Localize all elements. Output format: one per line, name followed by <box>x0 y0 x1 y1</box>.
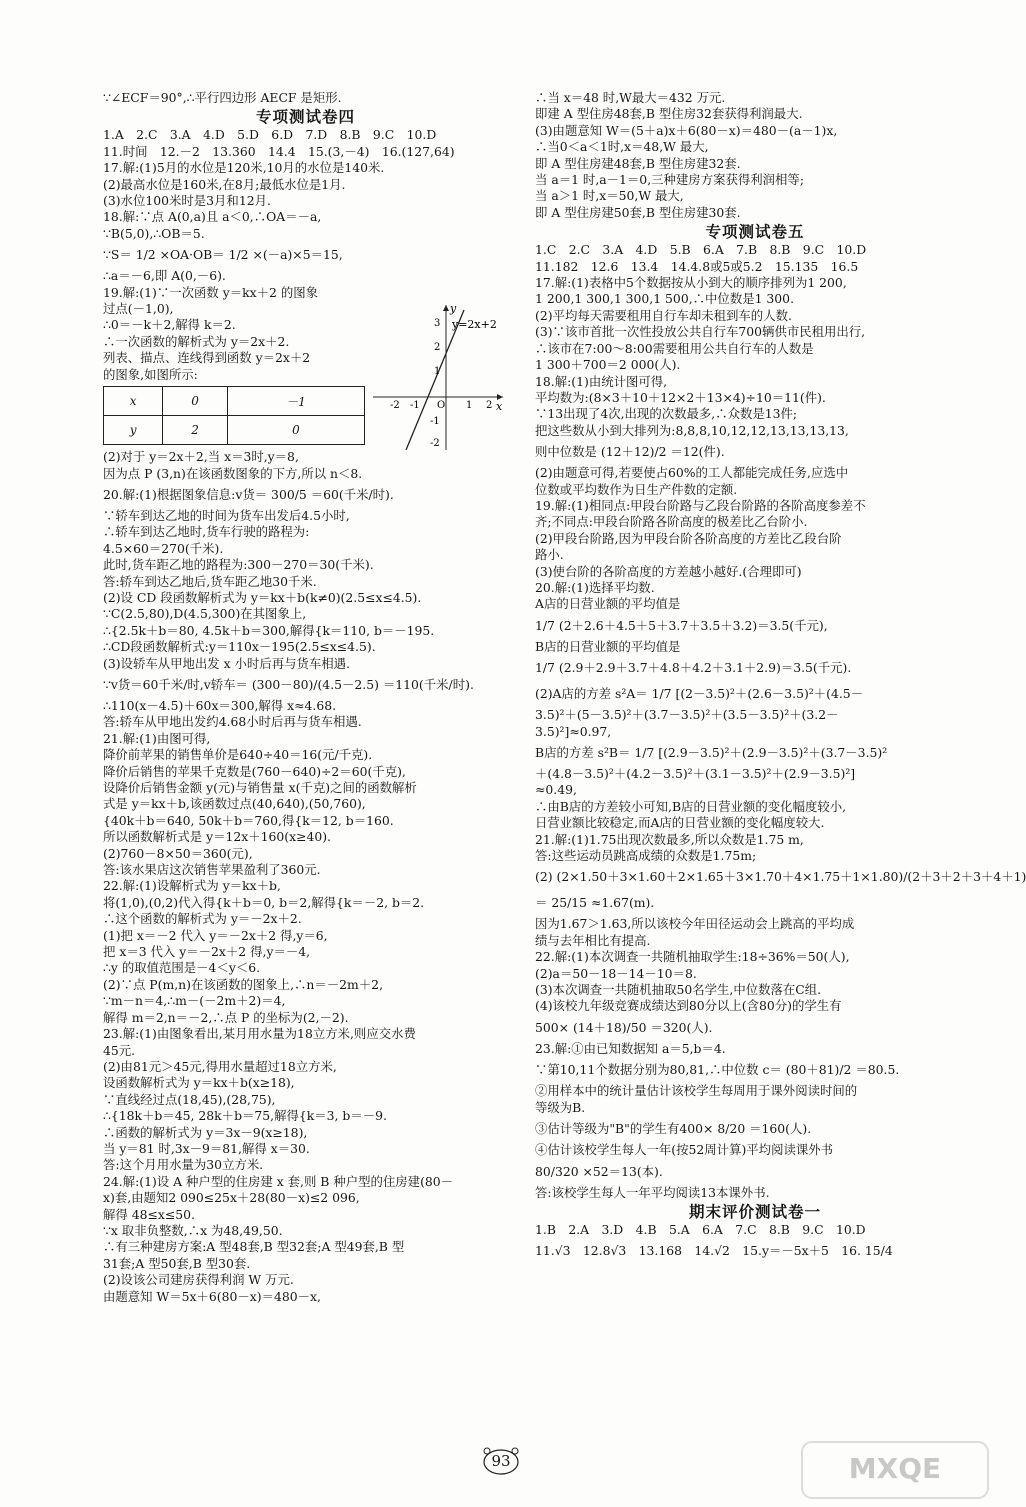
answer-line: 11.182 12.6 13.4 14.4.8或5或5.2 15.135 16.5 <box>535 258 859 274</box>
answer-line: 把这些数从小到大排列为:8,8,8,10,12,12,13,13,13,13, <box>535 422 849 438</box>
answer-line: (3)由题意知 W＝(5＋a)x＋6(80－x)＝480－(a－1)x, <box>535 122 838 138</box>
answer-line: 20.解:(1)选择平均数. <box>535 579 655 595</box>
answer-line: (3)设轿车从甲地出发 x 小时后再与货车相遇. <box>103 655 350 671</box>
section-heading: 专项测试卷五 <box>705 222 805 242</box>
answer-line: (2)最高水位是160米,在8月;最低水位是1月. <box>103 176 346 192</box>
answer-line: 11.√3 12.8√3 13.168 14.√2 15.y＝－5x＋5 16. 15/4 <box>535 1243 893 1259</box>
svg-text:MXQE: MXQE <box>848 1452 942 1485</box>
answer-line: ∵轿车到达乙地的时间为货车出发后4.5小时, <box>103 507 350 523</box>
answer-line: ∴当 x＝48 时,W最大＝432 万元. <box>535 90 726 105</box>
graph-x-label: x <box>496 400 503 413</box>
answer-line: ③估计等级为"B"的学生有400× 8/20 ＝160(人). <box>535 1121 812 1137</box>
graph-y-label: y <box>450 302 457 315</box>
answer-line: ∵第10,11个数据分别为80,81,∴中位数 c＝ (80＋81)/2 ＝80.5. <box>535 1062 900 1078</box>
graph-tick-y: 3 <box>434 318 441 329</box>
answer-line: 18.解:∵点 A(0,a)且 a＜0,∴OA＝－a, <box>103 209 322 225</box>
answer-line: ∵B(5,0),∴OB＝5. <box>103 225 205 241</box>
answer-line: 23.解:(1)由图象看出,某月用水量为18立方米,则应交水费 <box>103 1026 416 1042</box>
answer-line: 1 200,1 300,1 300,1 500,∴中位数是1 300. <box>535 291 795 307</box>
function-graph <box>368 300 508 455</box>
answer-line: 11.时间 12.－2 13.360 14.4 15.(3,－4) 16.(127,64) <box>103 143 455 159</box>
answer-line: 19.解:(1)∵一次函数 y＝kx＋2 的图象 <box>103 284 318 300</box>
answer-line: (2)a＝50－18－14－10＝8. <box>535 965 697 981</box>
table-cell: 0 <box>163 387 227 416</box>
answer-line: x)套,由题知2 090≤25x＋28(80－x)≤2 096, <box>103 1190 360 1206</box>
answer-line: (2)平均每天需要租用自行车却未租到车的人数. <box>535 307 792 323</box>
answer-line: 此时,货车距乙地的路程为:300－270＝30(千米). <box>103 557 374 573</box>
answer-line: 齐;不同点:甲段台阶路各阶高度的极差比乙台阶小. <box>535 514 808 530</box>
answer-line: 解得 m＝2,n＝－2,∴点 P 的坐标为(2,－2). <box>103 1009 349 1025</box>
graph-origin-label: O <box>437 400 446 411</box>
answer-line: 设降价后销售金额 y(元)与销售量 x(千克)之间的函数解析 <box>103 780 417 795</box>
graph-tick-x: -2 <box>390 400 400 411</box>
answer-line: 的图象,如图所示: <box>103 366 198 382</box>
answer-line: (3)水位100米时是3月和12月. <box>103 193 271 209</box>
answer-line: ∴有三种建房方案:A 型48套,B 型32套;A 型49套,B 型 <box>103 1239 405 1255</box>
answer-line: 4.5×60＝270(千米). <box>103 540 224 556</box>
answer-line: (3)∵该市首批一次性投放公共自行车700辆供市民租用出行, <box>535 324 866 340</box>
answer-line: 设函数解析式为 y＝kx＋b(x≥18), <box>103 1075 295 1091</box>
answer-line: 等级为B. <box>535 1099 586 1115</box>
answer-line: (2)甲段台阶路,因为甲段台阶各阶高度的方差比乙段台阶 <box>535 530 842 546</box>
answer-line: 17.解:(1)5月的水位是120米,10月的水位是140米. <box>103 160 385 176</box>
answer-line: 将(1,0),(0,2)代入得{k＋b＝0, b＝2,解得{k＝－2, b＝2. <box>103 894 425 910</box>
answer-line: (2)∵点 P(m,n)在该函数的图象上,∴n＝－2m＋2, <box>103 976 384 992</box>
answer-line: 23.解:①由已知数据知 a＝5,b＝4. <box>535 1040 726 1056</box>
answer-line: 因为1.67＞1.63,所以该校今年田径运动会上跳高的平均成 <box>535 916 855 932</box>
graph-tick-x: -1 <box>410 400 420 411</box>
answer-line: 当 y＝81 时,3x－9＝81,解得 x＝30. <box>103 1140 310 1156</box>
table-row <box>104 416 365 445</box>
answer-line: (2) (2×1.50＋3×1.60＋2×1.65＋3×1.70＋4×1.75＋1×1.80)/(2＋3＋2＋3＋4＋1) <box>535 869 1026 885</box>
answer-line: (3)使台阶的各阶高度的方差越小越好.(合理即可) <box>535 563 802 579</box>
answer-line: ∴CD段函数解析式:y＝110x－195(2.5≤x≤4.5). <box>103 639 376 655</box>
answer-line: (3)本次调查一共随机抽取50名学生,中位数落在C组. <box>535 982 822 998</box>
graph-line <box>406 310 464 450</box>
answer-line: ∴一次函数的解析式为 y＝2x＋2. <box>103 333 290 349</box>
answer-line: 位数或平均数作为日生产件数的定额. <box>535 481 738 497</box>
answer-line: 1 300＋700＝2 000(人). <box>535 357 681 373</box>
answer-line: ∵m－n＝4,∴m－(－2m＋2)＝4, <box>103 993 286 1009</box>
answer-line: (2)设 CD 段函数解析式为 y＝kx＋b(k≠0)(2.5≤x≤4.5). <box>103 589 422 605</box>
graph-y-arrow <box>443 305 449 311</box>
answer-line: ∴a＝－6,即 A(0,－6). <box>103 268 226 284</box>
answer-line: 由题意知 W＝5x＋6(80－x)＝480－x, <box>103 1288 321 1304</box>
answer-line: ∴y 的取值范围是－4＜y＜6. <box>103 960 261 976</box>
answer-line: 则中位数是 (12＋12)/2 ＝12(件). <box>535 444 725 460</box>
table-cell: y <box>104 416 163 445</box>
answer-line: 列表、描点、连线得到函数 y＝2x＋2 <box>103 350 311 366</box>
answer-line: ∵13出现了4次,出现的次数最多,∴众数是13件; <box>535 406 798 422</box>
answer-line: 降价前苹果的销售单价是640÷40＝16(元/千克). <box>103 747 373 763</box>
answer-line: 24.解:(1)设 A 种户型的住房建 x 套,则 B 种户型的住房建(80－ <box>103 1173 454 1189</box>
answer-line: ∵∠ECF＝90°,∴平行四边形 AECF 是矩形. <box>103 90 342 105</box>
right-column <box>535 90 1026 1264</box>
page-number <box>478 1446 524 1476</box>
answer-line: 18.解:(1)由统计图可得, <box>535 373 668 389</box>
answer-line: 17.解:(1)表格中5个数据按从小到大的顺序排列为1 200, <box>535 275 847 291</box>
answer-line: 当 a＝1 时,a－1＝0,三种建房方案获得利润相等; <box>535 172 804 188</box>
graph-line-label: y=2x+2 <box>452 318 497 331</box>
answer-line: (2)设该公司建房获得利润 W 万元. <box>103 1272 294 1288</box>
answer-line: ∴轿车到达乙地时,货车行驶的路程为: <box>103 524 310 540</box>
answer-line: 因为点 P (3,n)在该函数图象的下方,所以 n＜8. <box>103 465 363 481</box>
answer-line: 平均数为:(8×3＋10＋12×2＋13×4)÷10＝11(件). <box>535 389 826 405</box>
answer-line: 路小. <box>535 547 564 563</box>
section-heading: 专项测试卷四 <box>255 107 355 127</box>
answer-line: 21.解:(1)1.75出现次数最多,所以众数是1.75 m, <box>535 831 804 847</box>
answer-line: 即 A 型住房建50套,B 型住房建30套. <box>535 204 741 220</box>
answer-line: 3.5)²]≈0.97, <box>535 723 612 739</box>
answer-line: ∴该市在7:00～8:00需要租用公共自行车的人数是 <box>535 340 814 356</box>
answer-line: B店的方差 s²B＝ 1/7 [(2.9－3.5)²＋(2.9－3.5)²＋(3.7－3.5)² <box>535 745 888 760</box>
answer-line: 1.B 2.A 3.D 4.B 5.A 6.A 7.C 8.B 9.C 10.D <box>535 1221 866 1237</box>
table-cell: －1 <box>227 387 364 416</box>
answer-line: 21.解:(1)由图可得, <box>103 730 211 746</box>
answer-line: 绩与去年相比有提高. <box>535 932 651 948</box>
value-table <box>103 386 365 445</box>
answer-line: ∴由B店的方差较小可知,B店的日营业额的变化幅度较小, <box>535 798 847 814</box>
answer-line: 答:轿车从甲地出发约4.68小时后再与货车相遇. <box>103 714 362 730</box>
table-cell: 0 <box>227 416 364 445</box>
answer-line: 当 a＞1 时,x＝50,W 最大, <box>535 188 684 204</box>
answer-line: 答:轿车到达乙地后,货车距乙地30千米. <box>103 573 317 589</box>
answer-line: ④估计该校学生每人一年(按52周计算)平均阅读课外书 <box>535 1142 834 1158</box>
answer-line: ∴110(x－4.5)＋60x＝300,解得 x≈4.68. <box>103 697 337 713</box>
graph-tick-y: 1 <box>434 366 441 377</box>
answer-line: 45元. <box>103 1042 136 1058</box>
answer-line: ≈0.49, <box>535 782 577 798</box>
answer-line: 80/320 ×52＝13(本). <box>535 1163 663 1179</box>
answer-line: 31套;A 型50套,B 型30套. <box>103 1255 251 1271</box>
watermark-logo <box>800 1440 990 1500</box>
answer-line: 1/7 (2＋2.6＋4.5＋5＋3.7＋3.5＋3.2)＝3.5(千元), <box>535 617 828 633</box>
answer-line: ∵C(2.5,80),D(4.5,300)在其图象上, <box>103 606 307 622</box>
answer-line: B店的日营业额的平均值是 <box>535 638 681 654</box>
answer-line: ∴{2.5k＋b＝80, 4.5k＋b＝300,解得{k＝110, b＝－195. <box>103 622 435 638</box>
answer-line: ＋(4.8－3.5)²＋(4.2－3.5)²＋(3.1－3.5)²＋(2.9－3.5)²] <box>535 766 856 781</box>
answer-line: 把 x＝3 代入 y＝－2x＋2 得,y＝－4, <box>103 944 311 960</box>
graph-tick-y: 2 <box>434 342 441 353</box>
graph-tick-x: 2 <box>486 400 493 411</box>
answer-line: A店的日营业额的平均值是 <box>535 596 681 612</box>
answer-line: ∴{18k＋b＝45, 28k＋b＝75,解得{k＝3, b＝－9. <box>103 1108 387 1124</box>
table-cell: 2 <box>163 416 227 445</box>
graph-tick-y: -1 <box>430 416 440 427</box>
answer-line: (2)由81元＞45元,得用水量超过18立方米, <box>103 1058 337 1074</box>
answer-line: 答:这个月用水量为30立方米. <box>103 1157 264 1173</box>
answer-line: 降价后销售的苹果千克数是(760－640)÷2＝60(千克), <box>103 763 406 779</box>
answer-line: ②用样本中的统计量估计该校学生每周用于课外阅读时间的 <box>535 1083 858 1099</box>
answer-line: (2)由题意可得,若要使占60%的工人都能完成任务,应选中 <box>535 465 849 481</box>
answer-line: 过点(－1,0), <box>103 301 174 317</box>
answer-line: (1)把 x＝－2 代入 y＝－2x＋2 得,y＝6, <box>103 927 328 943</box>
graph-tick-x: 1 <box>466 400 473 411</box>
answer-line: 1.A 2.C 3.A 4.D 5.D 6.D 7.D 8.B 9.C 10.D <box>103 127 437 143</box>
answer-line: ∴函数的解析式为 y＝3x－9(x≥18), <box>103 1124 308 1140</box>
answer-line: ∵v货＝60千米/时,v轿车＝ (300－80)/(4.5－2.5) ＝110(千米/时). <box>103 676 474 692</box>
answer-line: 即 A 型住房建48套,B 型住房建32套. <box>535 155 741 171</box>
answer-line: 1.C 2.C 3.A 4.D 5.B 6.A 7.B 8.B 9.C 10.D <box>535 242 867 258</box>
answer-line: 日营业额比较稳定,而A店的日营业额的变化幅度较大. <box>535 815 825 831</box>
table-row <box>104 387 365 416</box>
answer-line: ∴这个函数的解析式为 y＝－2x＋2. <box>103 911 302 927</box>
answer-line: ∵直线经过点(18,45),(28,75), <box>103 1091 276 1107</box>
page-number-text: 93 <box>491 1452 511 1470</box>
table-cell: x <box>104 387 163 416</box>
answer-line: 1/7 (2.9＋2.9＋3.7＋4.8＋4.2＋3.1＋2.9)＝3.5(千元). <box>535 660 852 676</box>
answer-line: ∵S＝ 1/2 ×OA·OB＝ 1/2 ×(－a)×5＝15, <box>103 247 343 263</box>
answer-line: 即建 A 型住房48套,B 型住房32套获得利润最大. <box>535 106 803 122</box>
answer-line: (2)对于 y＝2x＋2,当 x＝3时,y＝8, <box>103 449 299 465</box>
answer-line: 500× (14＋18)/50 ＝320(人). <box>535 1019 713 1035</box>
answer-line: 所以函数解析式是 y＝12x＋160(x≥40). <box>103 829 331 845</box>
answer-line: 3.5)²＋(5－3.5)²＋(3.7－3.5)²＋(3.5－3.5)²＋(3.2－ <box>535 707 839 723</box>
answer-line: ∵x 取非负整数,∴x 为48,49,50. <box>103 1222 283 1238</box>
answer-line: {40k＋b＝640, 50k＋b＝760,得{k＝12, b＝160. <box>103 812 394 828</box>
answer-line: 答:该校学生每人一年平均阅读13本课外书. <box>535 1184 770 1200</box>
answer-line: ∴0＝－k＋2,解得 k＝2. <box>103 317 236 333</box>
answer-line: 20.解:(1)根据图象信息:v货＝ 300/5 ＝60(千米/时). <box>103 486 394 502</box>
answer-line: (2)A店的方差 s²A＝ 1/7 [(2－3.5)²＋(2.6－3.5)²＋(4.5－ <box>535 686 864 702</box>
answer-line: 式是 y＝kx＋b,该函数过点(40,640),(50,760), <box>103 796 366 812</box>
answer-line: 19.解:(1)相同点:甲段台阶路与乙段台阶路的各阶高度参差不 <box>535 497 866 513</box>
answer-line: (4)该校九年级竞赛成绩达到80分以上(含80分)的学生有 <box>535 998 842 1014</box>
answer-line: 22.解:(1)设解析式为 y＝kx＋b, <box>103 878 281 894</box>
answer-line: 答:这些运动员跳高成绩的众数是1.75m; <box>535 848 757 864</box>
answer-line: ＝ 25/15 ≈1.67(m). <box>535 895 655 911</box>
answer-line: 22.解:(1)本次调查一共随机抽取学生:18÷36%＝50(人), <box>535 949 850 965</box>
answer-line: 答:该水果店这次销售苹果盈利了360元. <box>103 862 321 878</box>
answer-line: 解得 48≤x≤50. <box>103 1206 195 1222</box>
answer-line: (2)760－8×50＝360(元), <box>103 845 253 861</box>
left-column <box>103 90 508 1305</box>
section-heading: 期末评价测试卷一 <box>688 1201 821 1221</box>
answer-line: ∴当0＜a＜1时,x＝48,W 最大, <box>535 139 709 155</box>
graph-tick-y: -2 <box>430 438 440 449</box>
